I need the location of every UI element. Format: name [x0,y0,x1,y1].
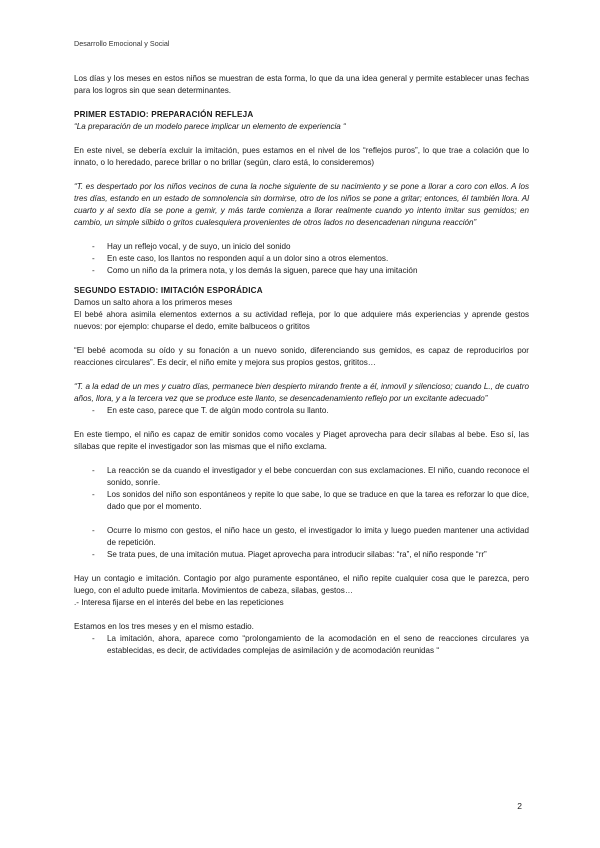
quote-observacion-t: “T. es despertado por los niños vecinos de cuna la noche siguiente de su nacimiento y se pone a llorar a coro con ellos. A los tres días, estando en un estado de somnolencia sin dormirse, otro de los niños se pone a gritar; entonces, él también llora. Al cuarto y al sexto día se pone a gemir, y más tarde comienza a llorar realmente cuando yo intento imitar sus gemidos; en cambio, un simple silbido o gritos cualesquiera provenientes de otros lados no desencadenan ninguna reacción” [74,182,529,227]
list-item: - Hay un reflejo vocal, y de suyo, un inicio del sonido [74,241,529,253]
list-item: - Se trata pues, de una imitación mutua. Piaget aprovecha para introducir silabas: “ra”, el niño responde “rr” [74,549,529,561]
paragraph-asimila: El bebé ahora asimila elementos externos a su actividad refleja, por lo que adquiere más experiencias y aprende gestos nuevos: por ejemplo: chuparse el dedo, emite balbuceos o grititos [74,310,529,331]
list-item: - En este caso, los llantos no responden aquí a un dolor sino a otros elementos. [74,253,529,265]
paragraph-interes: .- Interesa fijarse en el interés del bebe en las repeticiones [74,598,284,607]
paragraph-salto: Damos un salto ahora a los primeros meses [74,298,233,307]
paragraph-contagio: Hay un contagio e imitación. Contagio por algo puramente espontáneo, el niño repite cualquier cosa que le parezca, pero luego, con el adulto puede imitarla. Movimientos de cabeza, silabas, gestos… [74,574,529,595]
list-item: - En este caso, parece que T. de algún modo controla su llanto. [74,405,529,417]
list-gestos [74,525,529,561]
page-number: 2 [517,801,522,811]
paragraph-silabas: En este tiempo, el niño es capaz de emitir sonidos como vocales y Piaget aprovecha para decir sílabas al bebe. Eso sí, las sílabas que repite el investigador son las mismas que el niño exclama. [74,430,529,451]
quote-preparacion: “La preparación de un modelo parece implicar un elemento de experiencia “ [74,122,346,131]
paragraph-reflejos: En este nivel, se debería excluir la imitación, pues estamos en el nivel de los “reflejos puros”, lo que trae a colación que lo innato, o lo heredado, parece brillar o no brillar (según, claro está, lo consideremos) [74,146,529,167]
paragraph-tres-meses: Estamos en los tres meses y en el mismo estadio. [74,622,254,631]
list-item: - La reacción se da cuando el investigador y el bebe concuerdan con sus exclamaciones. El niño, cuando reconoce el sonido, sonríe. [74,465,529,489]
list-reaccion [74,465,529,513]
section-heading-segundo-estadio: SEGUNDO ESTADIO: IMITACIÓN ESPORÁDICA [74,286,263,295]
quote-mes-cuatro-dias: “T. a la edad de un mes y cuatro días, permanece bien despierto mirando frente a él, inmovil y silencioso; cuando L., de cuatro años, llora, y a la tercera vez que se produce este llanto, se desencadenamiento reflejo por un excitante adecuado” [74,382,529,403]
list-item: - Como un niño da la primera nota, y los demás la siguen, parece que hay una imitación [74,265,529,277]
list-item: - Ocurre lo mismo con gestos, el niño hace un gesto, el investigador lo imita y luego pueden mantener una actividad de repetición. [74,525,529,549]
list-item: - La imitación, ahora, aparece como “prolongamiento de la acomodación en el seno de reacciones circulares ya establecidas, es decir, de actividades complejas de asimilación y de acomodación reunidas “ [74,633,529,657]
running-header: Desarrollo Emocional y Social [74,39,170,48]
list-imitacion [74,633,529,657]
list-item: - Los sonidos del niño son espontáneos y repite lo que sabe, lo que se traduce en que la tarea es reforzar lo que dice, dado que por el momento. [74,489,529,513]
intro-paragraph: Los días y los meses en estos niños se muestran de esta forma, lo que da una idea general y permite establecer unas fechas para los logros sin que sean determinantes. [74,74,529,95]
page-content [74,73,529,657]
paragraph-acomoda-oido: “El bebé acomoda su oído y su fonación a un nuevo sonido, diferenciando sus gemidos, es capaz de reproducirlos por reacciones circulares”. Es decir, el niño emite y mejora sus propios gestos, grititos… [74,346,529,367]
list-llanto [74,405,529,417]
list-reflejo [74,241,529,277]
section-heading-primer-estadio: PRIMER ESTADIO: PREPARACIÓN REFLEJA [74,110,254,119]
